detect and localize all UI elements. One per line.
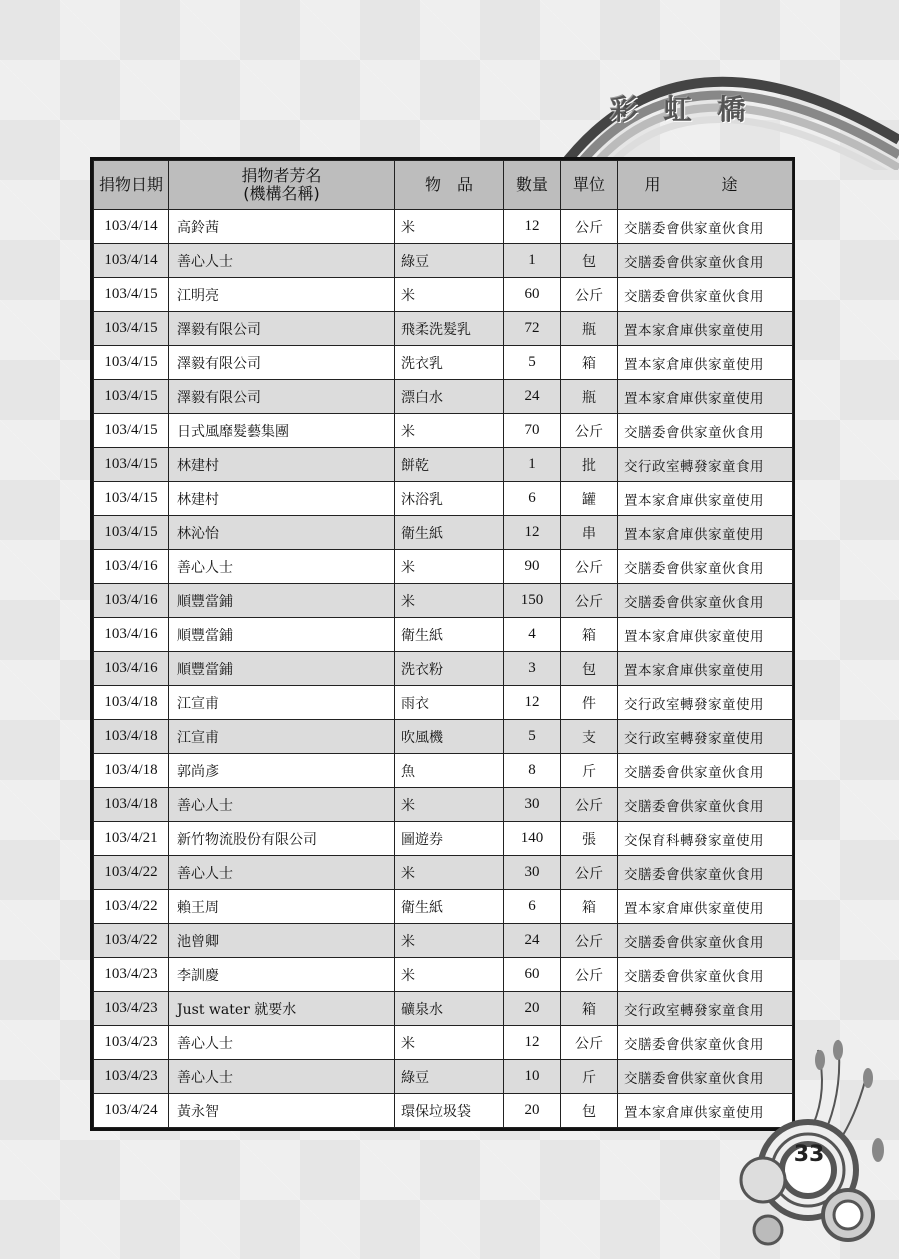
unit-cell: 箱 — [561, 618, 618, 652]
date-cell: 103/4/18 — [94, 720, 169, 754]
unit-cell: 公斤 — [561, 210, 618, 244]
item-cell: 漂白水 — [395, 380, 504, 414]
qty-cell: 20 — [504, 1094, 561, 1128]
item-cell: 綠豆 — [395, 1060, 504, 1094]
table-row — [94, 754, 793, 788]
unit-cell: 包 — [561, 244, 618, 278]
table-row — [94, 278, 793, 312]
unit-cell: 公斤 — [561, 414, 618, 448]
date-cell: 103/4/18 — [94, 788, 169, 822]
qty-cell: 1 — [504, 448, 561, 482]
qty-cell: 3 — [504, 652, 561, 686]
header-qty: 數量 — [504, 161, 561, 210]
unit-cell: 箱 — [561, 346, 618, 380]
qty-cell: 24 — [504, 924, 561, 958]
header-item: 物 品 — [395, 161, 504, 210]
donor-cell: 善心人士 — [169, 550, 395, 584]
table-row — [94, 1094, 793, 1128]
use-cell: 交膳委會供家童伙食用 — [618, 856, 793, 890]
use-cell: 交膳委會供家童伙食用 — [618, 550, 793, 584]
donor-cell: 李訓慶 — [169, 958, 395, 992]
date-cell: 103/4/14 — [94, 210, 169, 244]
table-row — [94, 720, 793, 754]
donor-cell: Just water 就要水 — [169, 992, 395, 1026]
use-cell: 置本家倉庫供家童使用 — [618, 652, 793, 686]
table-row — [94, 516, 793, 550]
unit-cell: 批 — [561, 448, 618, 482]
donor-cell: 善心人士 — [169, 244, 395, 278]
unit-cell: 包 — [561, 652, 618, 686]
unit-cell: 箱 — [561, 890, 618, 924]
brand-title: 彩 虹 橋 — [610, 93, 754, 126]
donation-table — [93, 160, 793, 1128]
use-cell: 交行政室轉發家童食用 — [618, 992, 793, 1026]
table-row — [94, 890, 793, 924]
table-row — [94, 788, 793, 822]
donor-cell: 江明亮 — [169, 278, 395, 312]
use-cell: 置本家倉庫供家童使用 — [618, 890, 793, 924]
donor-cell: 善心人士 — [169, 1060, 395, 1094]
donor-cell: 黃永智 — [169, 1094, 395, 1128]
qty-cell: 5 — [504, 346, 561, 380]
use-cell: 交保育科轉發家童使用 — [618, 822, 793, 856]
donor-cell: 池曾卿 — [169, 924, 395, 958]
donor-cell: 善心人士 — [169, 788, 395, 822]
donor-cell: 郭尚彥 — [169, 754, 395, 788]
qty-cell: 24 — [504, 380, 561, 414]
unit-cell: 公斤 — [561, 958, 618, 992]
date-cell: 103/4/15 — [94, 482, 169, 516]
header-unit: 單位 — [561, 161, 618, 210]
qty-cell: 30 — [504, 788, 561, 822]
date-cell: 103/4/16 — [94, 618, 169, 652]
unit-cell: 包 — [561, 1094, 618, 1128]
date-cell: 103/4/22 — [94, 924, 169, 958]
qty-cell: 1 — [504, 244, 561, 278]
use-cell: 交膳委會供家童伙食用 — [618, 244, 793, 278]
unit-cell: 斤 — [561, 1060, 618, 1094]
donor-cell: 江宣甫 — [169, 720, 395, 754]
qty-cell: 30 — [504, 856, 561, 890]
donor-cell: 林沁怡 — [169, 516, 395, 550]
qty-cell: 4 — [504, 618, 561, 652]
use-cell: 交膳委會供家童伙食用 — [618, 788, 793, 822]
table-body — [94, 210, 793, 1128]
qty-cell: 60 — [504, 278, 561, 312]
item-cell: 雨衣 — [395, 686, 504, 720]
use-cell: 交膳委會供家童伙食用 — [618, 1060, 793, 1094]
date-cell: 103/4/14 — [94, 244, 169, 278]
use-cell: 交膳委會供家童伙食用 — [618, 1026, 793, 1060]
item-cell: 米 — [395, 924, 504, 958]
table-row — [94, 210, 793, 244]
item-cell: 飛柔洗髮乳 — [395, 312, 504, 346]
item-cell: 衛生紙 — [395, 890, 504, 924]
item-cell: 米 — [395, 584, 504, 618]
date-cell: 103/4/22 — [94, 890, 169, 924]
unit-cell: 公斤 — [561, 1026, 618, 1060]
item-cell: 餅乾 — [395, 448, 504, 482]
table-row — [94, 244, 793, 278]
unit-cell: 件 — [561, 686, 618, 720]
date-cell: 103/4/23 — [94, 992, 169, 1026]
donor-cell: 林建村 — [169, 448, 395, 482]
item-cell: 洗衣乳 — [395, 346, 504, 380]
use-cell: 交膳委會供家童伙食用 — [618, 754, 793, 788]
unit-cell: 瓶 — [561, 380, 618, 414]
table-row — [94, 822, 793, 856]
table-row — [94, 652, 793, 686]
date-cell: 103/4/18 — [94, 754, 169, 788]
qty-cell: 72 — [504, 312, 561, 346]
item-cell: 礦泉水 — [395, 992, 504, 1026]
unit-cell: 公斤 — [561, 856, 618, 890]
unit-cell: 公斤 — [561, 550, 618, 584]
date-cell: 103/4/18 — [94, 686, 169, 720]
table-row — [94, 414, 793, 448]
donor-cell: 高鈴茜 — [169, 210, 395, 244]
qty-cell: 8 — [504, 754, 561, 788]
item-cell: 沐浴乳 — [395, 482, 504, 516]
table-row — [94, 448, 793, 482]
qty-cell: 20 — [504, 992, 561, 1026]
date-cell: 103/4/22 — [94, 856, 169, 890]
item-cell: 米 — [395, 788, 504, 822]
qty-cell: 150 — [504, 584, 561, 618]
unit-cell: 公斤 — [561, 924, 618, 958]
use-cell: 交行政室轉發家童食用 — [618, 448, 793, 482]
date-cell: 103/4/15 — [94, 380, 169, 414]
table-row — [94, 618, 793, 652]
table-row — [94, 1060, 793, 1094]
table-row — [94, 958, 793, 992]
item-cell: 米 — [395, 210, 504, 244]
table-row — [94, 312, 793, 346]
item-cell: 吹風機 — [395, 720, 504, 754]
unit-cell: 公斤 — [561, 278, 618, 312]
item-cell: 米 — [395, 278, 504, 312]
date-cell: 103/4/15 — [94, 346, 169, 380]
date-cell: 103/4/15 — [94, 278, 169, 312]
donor-cell: 順豐當鋪 — [169, 584, 395, 618]
header-donor-line1: 捐物者芳名 — [241, 166, 322, 186]
qty-cell: 10 — [504, 1060, 561, 1094]
unit-cell: 罐 — [561, 482, 618, 516]
use-cell: 置本家倉庫供家童使用 — [618, 346, 793, 380]
use-cell: 置本家倉庫供家童使用 — [618, 312, 793, 346]
item-cell: 衛生紙 — [395, 516, 504, 550]
donor-cell: 澤毅有限公司 — [169, 346, 395, 380]
use-cell: 置本家倉庫供家童使用 — [618, 482, 793, 516]
item-cell: 魚 — [395, 754, 504, 788]
table-row — [94, 550, 793, 584]
unit-cell: 瓶 — [561, 312, 618, 346]
unit-cell: 公斤 — [561, 788, 618, 822]
header-donor — [169, 161, 395, 210]
date-cell: 103/4/16 — [94, 550, 169, 584]
use-cell: 交膳委會供家童伙食用 — [618, 924, 793, 958]
item-cell: 綠豆 — [395, 244, 504, 278]
qty-cell: 6 — [504, 482, 561, 516]
use-cell: 置本家倉庫供家童使用 — [618, 618, 793, 652]
donor-cell: 江宣甫 — [169, 686, 395, 720]
unit-cell: 串 — [561, 516, 618, 550]
use-cell: 交行政室轉發家童使用 — [618, 720, 793, 754]
qty-cell: 12 — [504, 210, 561, 244]
use-cell: 交膳委會供家童伙食用 — [618, 278, 793, 312]
donor-cell: 賴王周 — [169, 890, 395, 924]
qty-cell: 90 — [504, 550, 561, 584]
qty-cell: 12 — [504, 686, 561, 720]
table-row — [94, 380, 793, 414]
table-row — [94, 992, 793, 1026]
unit-cell: 斤 — [561, 754, 618, 788]
donor-cell: 澤毅有限公司 — [169, 312, 395, 346]
table-header-row — [94, 161, 793, 210]
date-cell: 103/4/24 — [94, 1094, 169, 1128]
donor-cell: 澤毅有限公司 — [169, 380, 395, 414]
use-cell: 交膳委會供家童伙食用 — [618, 584, 793, 618]
date-cell: 103/4/21 — [94, 822, 169, 856]
use-cell: 置本家倉庫供家童使用 — [618, 380, 793, 414]
item-cell: 圖遊券 — [395, 822, 504, 856]
item-cell: 米 — [395, 414, 504, 448]
table-row — [94, 482, 793, 516]
unit-cell: 箱 — [561, 992, 618, 1026]
item-cell: 米 — [395, 1026, 504, 1060]
date-cell: 103/4/23 — [94, 1060, 169, 1094]
qty-cell: 70 — [504, 414, 561, 448]
header-donor-line2: (機構名稱) — [243, 184, 320, 203]
date-cell: 103/4/15 — [94, 516, 169, 550]
unit-cell: 支 — [561, 720, 618, 754]
qty-cell: 140 — [504, 822, 561, 856]
table-row — [94, 856, 793, 890]
page-number: 33 — [793, 1142, 825, 1167]
qty-cell: 6 — [504, 890, 561, 924]
date-cell: 103/4/23 — [94, 1026, 169, 1060]
qty-cell: 12 — [504, 516, 561, 550]
qty-cell: 12 — [504, 1026, 561, 1060]
table-row — [94, 686, 793, 720]
unit-cell: 張 — [561, 822, 618, 856]
date-cell: 103/4/15 — [94, 414, 169, 448]
table-row — [94, 346, 793, 380]
item-cell: 米 — [395, 550, 504, 584]
table-row — [94, 1026, 793, 1060]
qty-cell: 60 — [504, 958, 561, 992]
donor-cell: 林建村 — [169, 482, 395, 516]
item-cell: 環保垃圾袋 — [395, 1094, 504, 1128]
qty-cell: 5 — [504, 720, 561, 754]
date-cell: 103/4/15 — [94, 312, 169, 346]
unit-cell: 公斤 — [561, 584, 618, 618]
item-cell: 洗衣粉 — [395, 652, 504, 686]
donor-cell: 順豐當鋪 — [169, 618, 395, 652]
use-cell: 交行政室轉發家童使用 — [618, 686, 793, 720]
donation-table-container — [90, 157, 795, 1131]
table-row — [94, 924, 793, 958]
date-cell: 103/4/15 — [94, 448, 169, 482]
table-row — [94, 584, 793, 618]
use-cell: 交膳委會供家童伙食用 — [618, 958, 793, 992]
date-cell: 103/4/16 — [94, 652, 169, 686]
use-cell: 交膳委會供家童伙食用 — [618, 210, 793, 244]
item-cell: 衛生紙 — [395, 618, 504, 652]
item-cell: 米 — [395, 856, 504, 890]
date-cell: 103/4/16 — [94, 584, 169, 618]
date-cell: 103/4/23 — [94, 958, 169, 992]
item-cell: 米 — [395, 958, 504, 992]
donor-cell: 順豐當鋪 — [169, 652, 395, 686]
use-cell: 置本家倉庫供家童使用 — [618, 1094, 793, 1128]
donor-cell: 善心人士 — [169, 1026, 395, 1060]
donor-cell: 善心人士 — [169, 856, 395, 890]
use-cell: 交膳委會供家童伙食用 — [618, 414, 793, 448]
header-use: 用 途 — [618, 161, 793, 210]
header-date: 捐物日期 — [94, 161, 169, 210]
donor-cell: 日式風靡髮藝集團 — [169, 414, 395, 448]
use-cell: 置本家倉庫供家童使用 — [618, 516, 793, 550]
donor-cell: 新竹物流股份有限公司 — [169, 822, 395, 856]
